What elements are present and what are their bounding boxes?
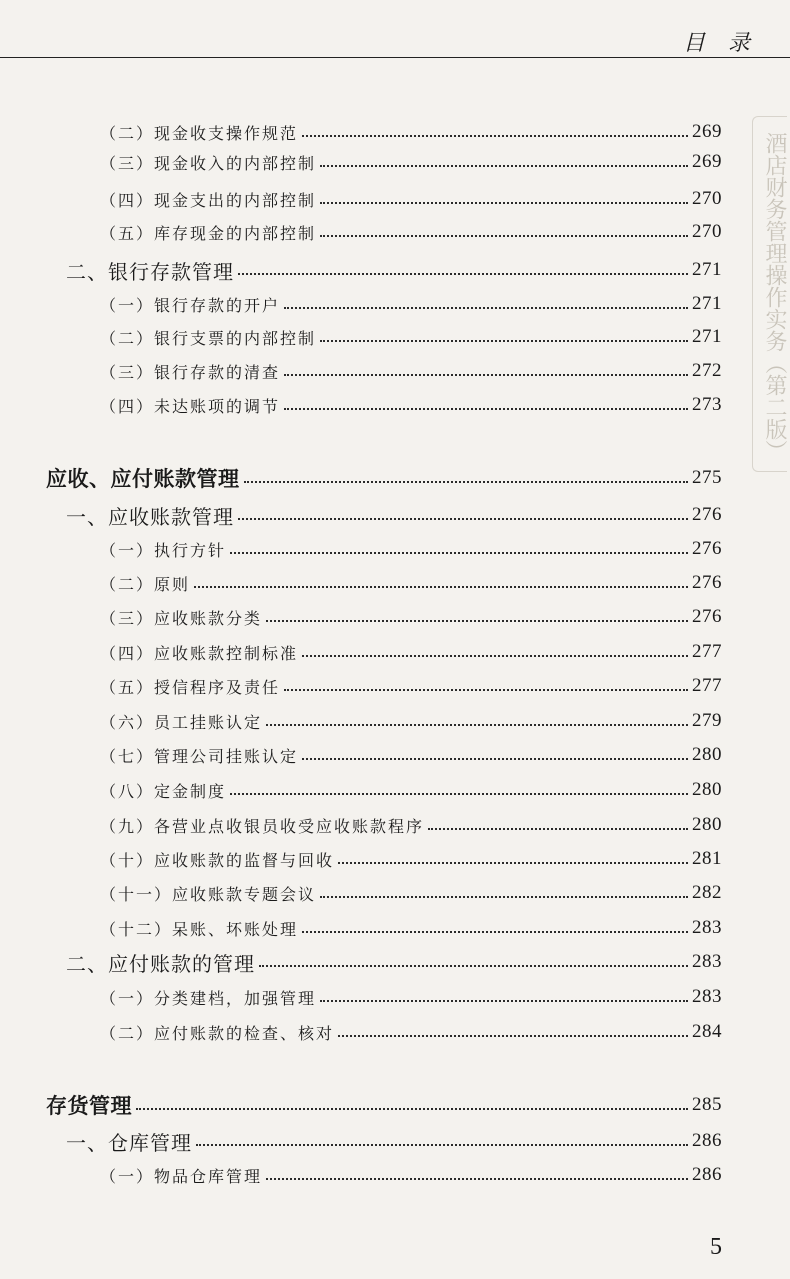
dot-leader — [230, 552, 688, 554]
toc-entry — [100, 601, 722, 633]
page-number: 5 — [710, 1234, 722, 1260]
toc-entry-title: （二）应付账款的检查、核对 — [100, 1023, 335, 1043]
toc-entry — [100, 567, 722, 599]
toc-entry-page: 271 — [692, 259, 722, 280]
toc-entry-title: （六）员工挂账认定 — [100, 712, 263, 732]
toc-entry — [100, 321, 722, 353]
toc-entry-title: （五）授信程序及责任 — [100, 677, 281, 697]
toc-entry — [100, 739, 722, 771]
toc-entry-page: 283 — [692, 951, 722, 972]
toc-entry-title: 二、应付账款的管理 — [66, 951, 255, 976]
dot-leader — [238, 518, 688, 520]
dot-leader — [266, 724, 688, 726]
dot-leader — [244, 481, 689, 483]
toc-entry-title: （三）银行存款的清查 — [100, 362, 281, 382]
toc-entry — [66, 946, 722, 978]
toc-entry-page: 269 — [692, 151, 722, 172]
dot-leader — [302, 135, 688, 137]
toc-entry — [100, 877, 722, 909]
toc-entry-page: 280 — [692, 814, 722, 835]
toc-entry-page: 282 — [692, 882, 722, 903]
header-rule — [0, 57, 790, 58]
toc-entry-title: （二）现金收支操作规范 — [100, 123, 299, 143]
toc-entry-title: （三）应收账款分类 — [100, 608, 263, 628]
toc-entry-page: 270 — [692, 221, 722, 242]
toc-entry-title: （九）各营业点收银员收受应收账款程序 — [100, 816, 425, 836]
dot-leader — [230, 793, 688, 795]
toc-entry-page: 277 — [692, 675, 722, 696]
dot-leader — [284, 307, 688, 309]
toc-entry-title: 二、银行存款管理 — [66, 259, 234, 284]
toc-entry-title: （一）物品仓库管理 — [100, 1166, 263, 1186]
toc-entry — [100, 146, 722, 178]
dot-leader — [259, 965, 688, 967]
toc-entry — [100, 1016, 722, 1048]
dot-leader — [338, 1035, 688, 1037]
toc-entry-title: （一）分类建档，加强管理 — [100, 988, 317, 1008]
toc-entry — [46, 1089, 722, 1121]
toc-entry-page: 269 — [692, 121, 722, 142]
toc-entry-page: 283 — [692, 986, 722, 1007]
dot-leader — [338, 862, 688, 864]
toc-entry-title: （八）定金制度 — [100, 781, 227, 801]
toc-entry — [100, 183, 722, 215]
dot-leader — [320, 896, 688, 898]
toc-entry — [100, 809, 722, 841]
dot-leader — [320, 235, 688, 237]
toc-entry — [100, 843, 722, 875]
toc-entry-page: 275 — [692, 467, 722, 488]
toc-entry-page: 285 — [692, 1094, 722, 1115]
toc-entry-title: （五）库存现金的内部控制 — [100, 223, 317, 243]
toc-entry — [100, 981, 722, 1013]
toc-entry-title: 存货管理 — [46, 1094, 132, 1118]
toc-entry-page: 279 — [692, 710, 722, 731]
dot-leader — [266, 620, 688, 622]
dot-leader — [320, 340, 688, 342]
bleed-through-side-tab: 酒店财务管理操作实务（第二版） — [752, 116, 787, 472]
dot-leader — [428, 828, 688, 830]
toc-entry-page: 281 — [692, 848, 722, 869]
toc-entry-page: 272 — [692, 360, 722, 381]
toc-entry-page: 284 — [692, 1021, 722, 1042]
toc-entry — [100, 116, 722, 148]
dot-leader — [196, 1144, 688, 1146]
toc-entry — [100, 912, 722, 944]
dot-leader — [302, 931, 688, 933]
toc-entry-page: 271 — [692, 326, 722, 347]
dot-leader — [266, 1178, 688, 1180]
dot-leader — [302, 655, 688, 657]
toc-entry-page: 283 — [692, 917, 722, 938]
toc-entry-page: 270 — [692, 188, 722, 209]
toc-entry — [100, 389, 722, 421]
dot-leader — [320, 1000, 688, 1002]
toc-entry — [100, 774, 722, 806]
toc-entry-page: 276 — [692, 606, 722, 627]
toc-entry — [100, 1159, 722, 1191]
toc-entry-page: 280 — [692, 779, 722, 800]
toc-entry-title: （十）应收账款的监督与回收 — [100, 850, 335, 870]
dot-leader — [284, 408, 688, 410]
toc-entry-title: （一）银行存款的开户 — [100, 295, 281, 315]
running-header — [0, 0, 790, 62]
toc-entry — [46, 462, 722, 494]
toc-entry-page: 276 — [692, 538, 722, 559]
toc-entry-page: 276 — [692, 572, 722, 593]
toc-entry-title: （四）应收账款控制标准 — [100, 643, 299, 663]
toc-entry — [100, 216, 722, 248]
dot-leader — [284, 374, 688, 376]
toc-entry — [100, 355, 722, 387]
dot-leader — [194, 586, 688, 588]
toc-entry-title: （七）管理公司挂账认定 — [100, 746, 299, 766]
toc-entry-title: （十二）呆账、坏账处理 — [100, 919, 299, 939]
toc-entry-page: 277 — [692, 641, 722, 662]
toc-entry — [66, 1125, 722, 1157]
toc-entry-title: （二）银行支票的内部控制 — [100, 328, 317, 348]
toc-entry-title: （四）未达账项的调节 — [100, 396, 281, 416]
toc-entry — [100, 533, 722, 565]
dot-leader — [302, 758, 688, 760]
dot-leader — [284, 689, 688, 691]
toc-entry — [66, 499, 722, 531]
toc-entry-title: （三）现金收入的内部控制 — [100, 153, 317, 173]
dot-leader — [136, 1108, 688, 1110]
toc-entry-page: 280 — [692, 744, 722, 765]
toc-entry — [100, 636, 722, 668]
toc-entry-title: 应收、应付账款管理 — [46, 467, 240, 491]
toc-entry-title: （二）原则 — [100, 574, 191, 594]
toc-entry-page: 271 — [692, 293, 722, 314]
toc-entry — [66, 254, 722, 286]
header-title: 目 录 — [683, 31, 758, 56]
toc-entry — [100, 705, 722, 737]
toc-entry-title: （十一）应收账款专题会议 — [100, 884, 317, 904]
toc-entry-page: 286 — [692, 1130, 722, 1151]
toc-entry-title: （一）执行方针 — [100, 540, 227, 560]
toc-entry-page: 273 — [692, 394, 722, 415]
toc-entry-page: 286 — [692, 1164, 722, 1185]
toc-entry — [100, 288, 722, 320]
toc-entry-title: 一、仓库管理 — [66, 1130, 192, 1155]
toc-entry — [100, 670, 722, 702]
dot-leader — [320, 202, 688, 204]
toc-entry-title: 一、应收账款管理 — [66, 504, 234, 529]
dot-leader — [320, 165, 688, 167]
toc-entry-page: 276 — [692, 504, 722, 525]
toc-entry-title: （四）现金支出的内部控制 — [100, 190, 317, 210]
dot-leader — [238, 273, 688, 275]
